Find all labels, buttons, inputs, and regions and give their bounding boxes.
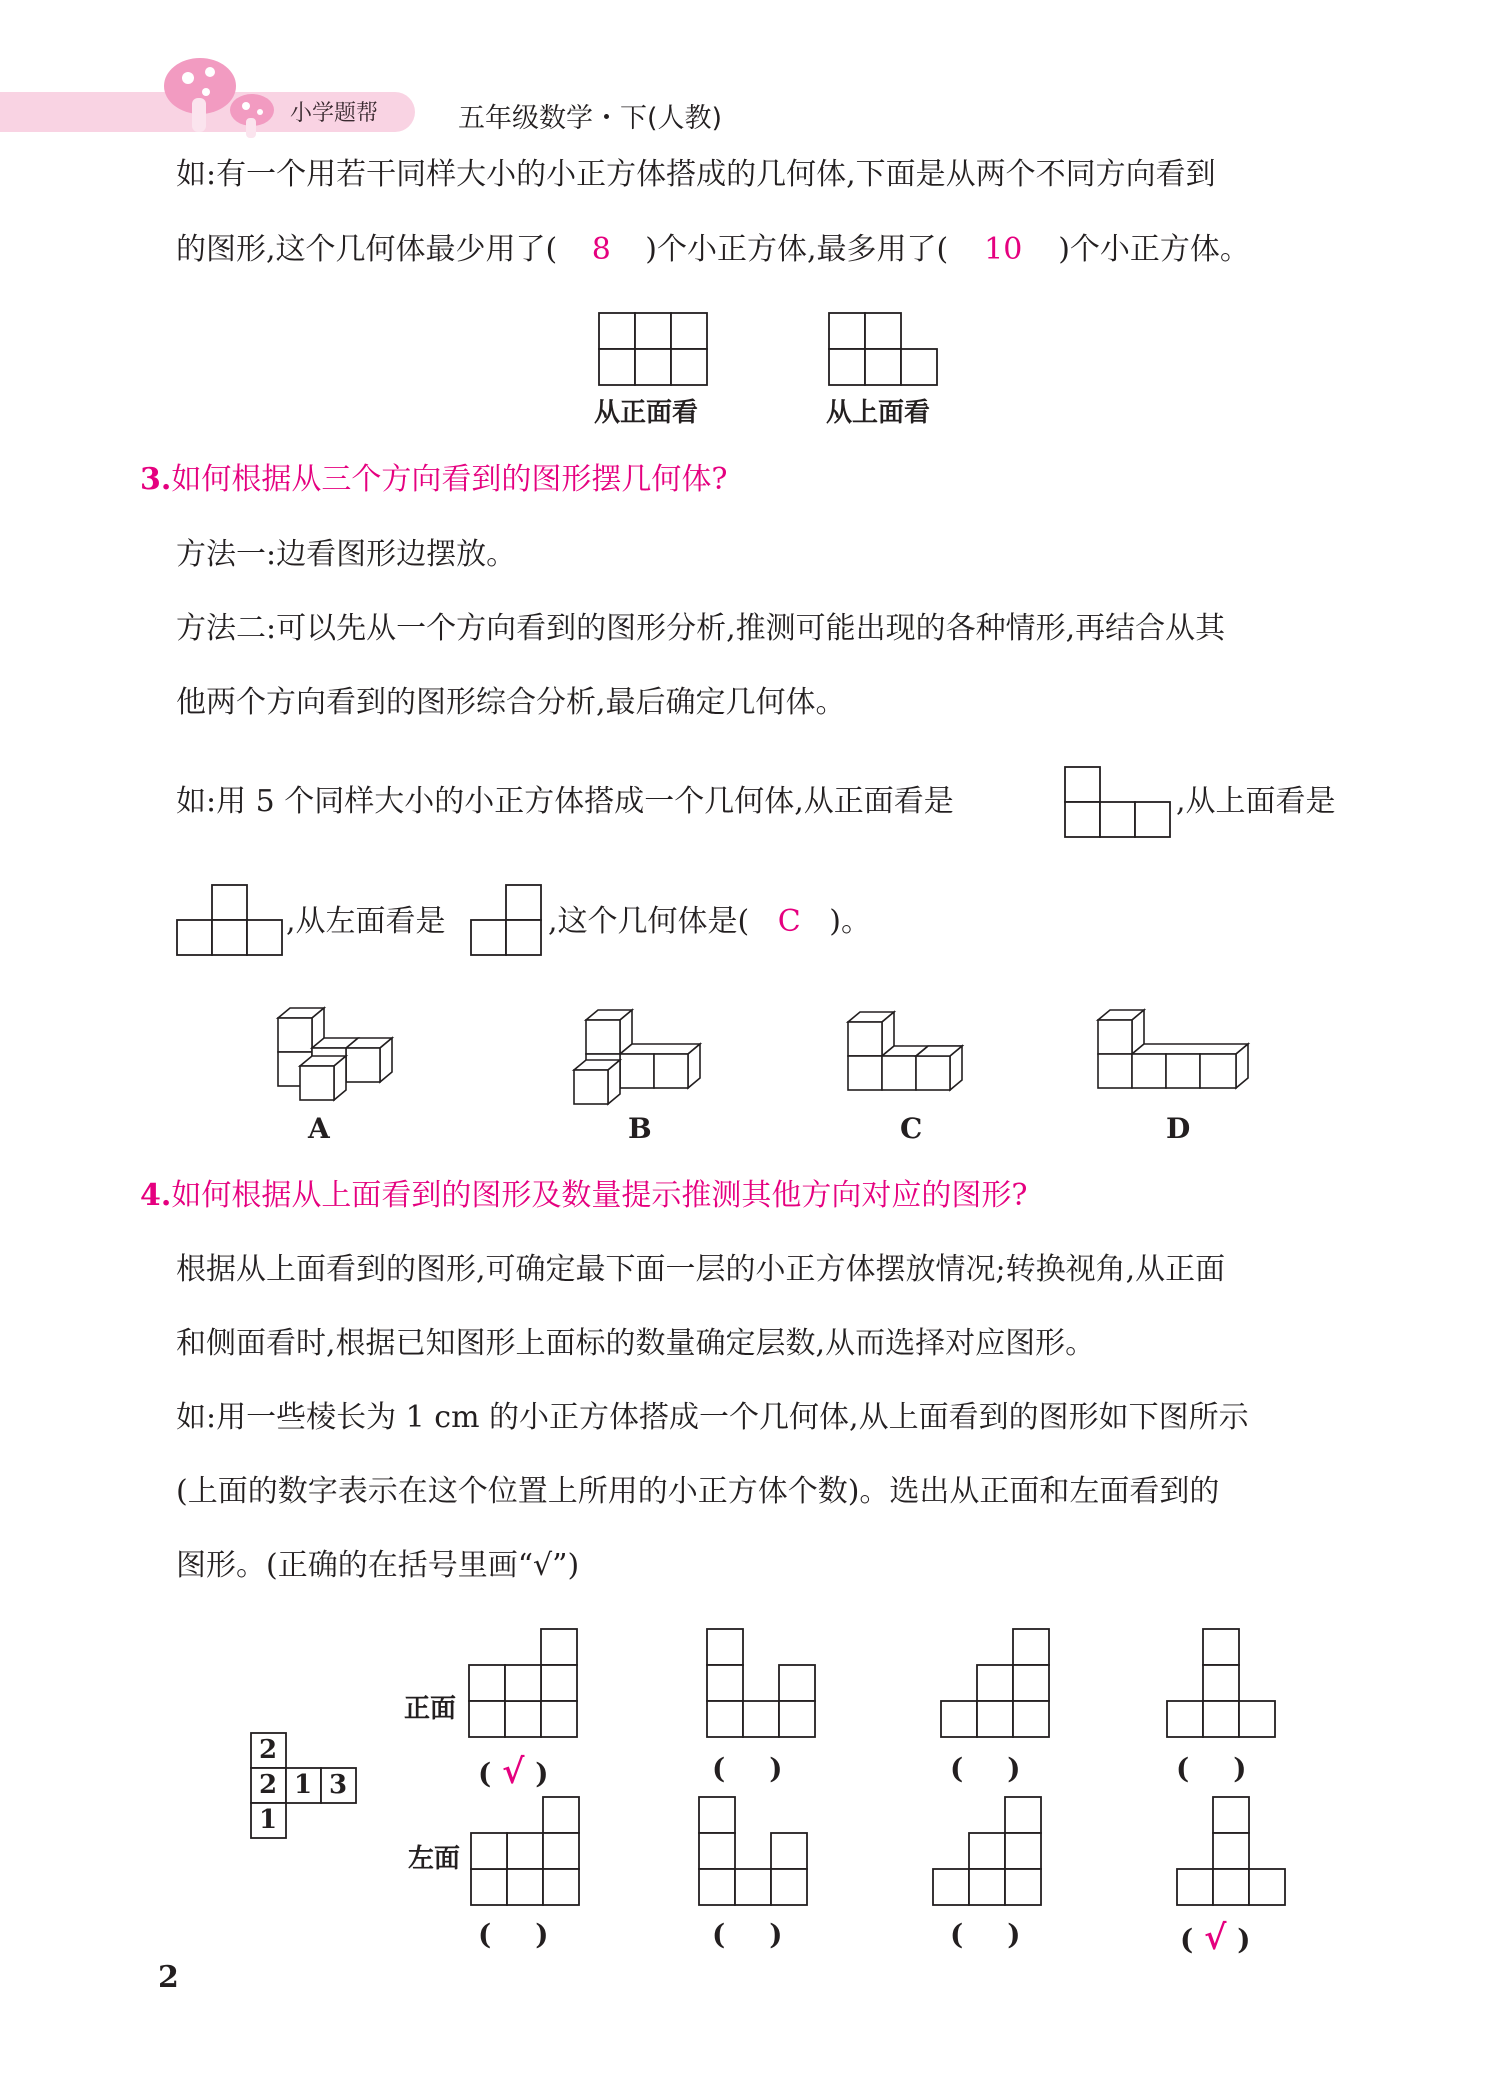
front-choice-4 [1166, 1628, 1278, 1740]
option-d-figure [1096, 1008, 1266, 1108]
answer-max: 10 [984, 232, 1023, 267]
section4-p1-line1: 根据从上面看到的图形,可确定最下面一层的小正方体摆放情况;转换视角,从正面 [176, 1252, 1226, 1287]
section3-front-view [1064, 766, 1174, 840]
section4-p1-line2: 和侧面看时,根据已知图形上面标的数量确定层数,从而选择对应图形。 [176, 1326, 1096, 1361]
front-choice-2 [706, 1628, 818, 1740]
example1-line1: 如:有一个用若干同样大小的小正方体搭成的几何体,下面是从两个不同方向看到 [176, 157, 1216, 192]
paren-open: ( [478, 1757, 492, 1790]
paren-open: ( [478, 1918, 492, 1951]
top-view-number: 2 [258, 1770, 278, 1800]
front-answer-2 [712, 1752, 783, 1785]
section4-heading [140, 1176, 1027, 1216]
section3-example-c: ,从左面看是 [286, 904, 446, 939]
paren-open: ( [1176, 1752, 1190, 1785]
top-view-figure [828, 312, 940, 386]
top-view-number: 2 [258, 1735, 278, 1765]
paren-open: ( [1180, 1923, 1194, 1956]
left-answer-1 [478, 1918, 549, 1951]
paren-close: ) [1007, 1752, 1021, 1785]
section4-number: 4. [140, 1178, 172, 1213]
caption-front-view: 从正面看 [594, 398, 699, 428]
row-label-front: 正面 [404, 1694, 457, 1724]
header-grade: 五年级数学・下(人教) [458, 103, 723, 134]
left-choice-2 [698, 1796, 810, 1908]
section3-heading [140, 460, 727, 500]
option-c-label: C [900, 1112, 923, 1145]
paren-open: ( [712, 1918, 726, 1951]
left-answer-3 [950, 1918, 1021, 1951]
example1-text-c: )个小正方体。 [1058, 232, 1250, 267]
paren-close: ) [769, 1918, 783, 1951]
check-mark: √ [502, 1752, 525, 1792]
left-answer-2 [712, 1918, 783, 1951]
row-label-left: 左面 [408, 1844, 461, 1874]
front-view-figure [598, 312, 710, 386]
left-choice-4 [1176, 1796, 1288, 1908]
option-d-label: D [1166, 1112, 1191, 1145]
section3-example-d: ,这个几何体是( [548, 904, 750, 939]
front-answer-1 [478, 1752, 549, 1792]
front-answer-3 [950, 1752, 1021, 1785]
example1-text-a: 的图形,这个几何体最少用了( [176, 232, 558, 267]
option-b-figure [572, 1010, 712, 1110]
top-view-number: 1 [258, 1805, 278, 1835]
option-b-label: B [628, 1112, 652, 1145]
page-number: 2 [158, 1960, 179, 1995]
option-a-figure [276, 1006, 406, 1106]
paren-open: ( [950, 1752, 964, 1785]
section3-method2-line2: 他两个方向看到的图形综合分析,最后确定几何体。 [176, 685, 846, 720]
top-view-number: 3 [328, 1770, 348, 1800]
option-c-figure [846, 1010, 976, 1110]
paren-close: ) [1007, 1918, 1021, 1951]
example1-text-b: )个小正方体,最多用了( [645, 232, 949, 267]
section3-title: 如何根据从三个方向看到的图形摆几何体? [171, 462, 728, 497]
left-answer-4 [1180, 1918, 1251, 1958]
paren-open: ( [950, 1918, 964, 1951]
section3-left-view [470, 884, 546, 958]
paren-close: ) [1233, 1752, 1247, 1785]
header-brand: 小学题帮 [290, 101, 379, 126]
section3-number: 3. [140, 462, 172, 497]
section3-answer: C [777, 904, 801, 939]
section3-example-e: )。 [829, 904, 871, 939]
option-a-label: A [308, 1112, 330, 1145]
left-choice-3 [932, 1796, 1044, 1908]
paren-close: ) [1237, 1923, 1251, 1956]
paren-close: ) [535, 1918, 549, 1951]
paren-close: ) [769, 1752, 783, 1785]
section3-example-d-line [548, 902, 871, 942]
section3-example-b: ,从上面看是 [1176, 784, 1336, 819]
section4-p2-line2: (上面的数字表示在这个位置上所用的小正方体个数)。选出从正面和左面看到的 [176, 1474, 1220, 1509]
section4-p2-line1: 如:用一些棱长为 1 cm 的小正方体搭成一个几何体,从上面看到的图形如下图所示 [176, 1400, 1249, 1435]
left-choice-1 [470, 1796, 582, 1908]
mushroom-logo-icon [160, 52, 280, 144]
caption-top-view: 从上面看 [826, 398, 931, 428]
front-choice-3 [940, 1628, 1052, 1740]
example1-line2 [176, 230, 1250, 270]
check-mark: √ [1204, 1918, 1227, 1958]
section4-title: 如何根据从上面看到的图形及数量提示推测其他方向对应的图形? [171, 1178, 1028, 1213]
section4-p2-line3: 图形。(正确的在括号里画“√”) [176, 1548, 580, 1583]
section3-method1: 方法一:边看图形边摆放。 [176, 537, 517, 572]
answer-min: 8 [591, 232, 611, 267]
paren-open: ( [712, 1752, 726, 1785]
section3-example-a: 如:用 5 个同样大小的小正方体搭成一个几何体,从正面看是 [176, 784, 954, 819]
section3-method2-line1: 方法二:可以先从一个方向看到的图形分析,推测可能出现的各种情形,再结合从其 [176, 611, 1226, 646]
section3-top-view [176, 884, 286, 958]
paren-close: ) [535, 1757, 549, 1790]
top-view-number: 1 [293, 1770, 313, 1800]
front-answer-4 [1176, 1752, 1247, 1785]
front-choice-1 [468, 1628, 580, 1740]
